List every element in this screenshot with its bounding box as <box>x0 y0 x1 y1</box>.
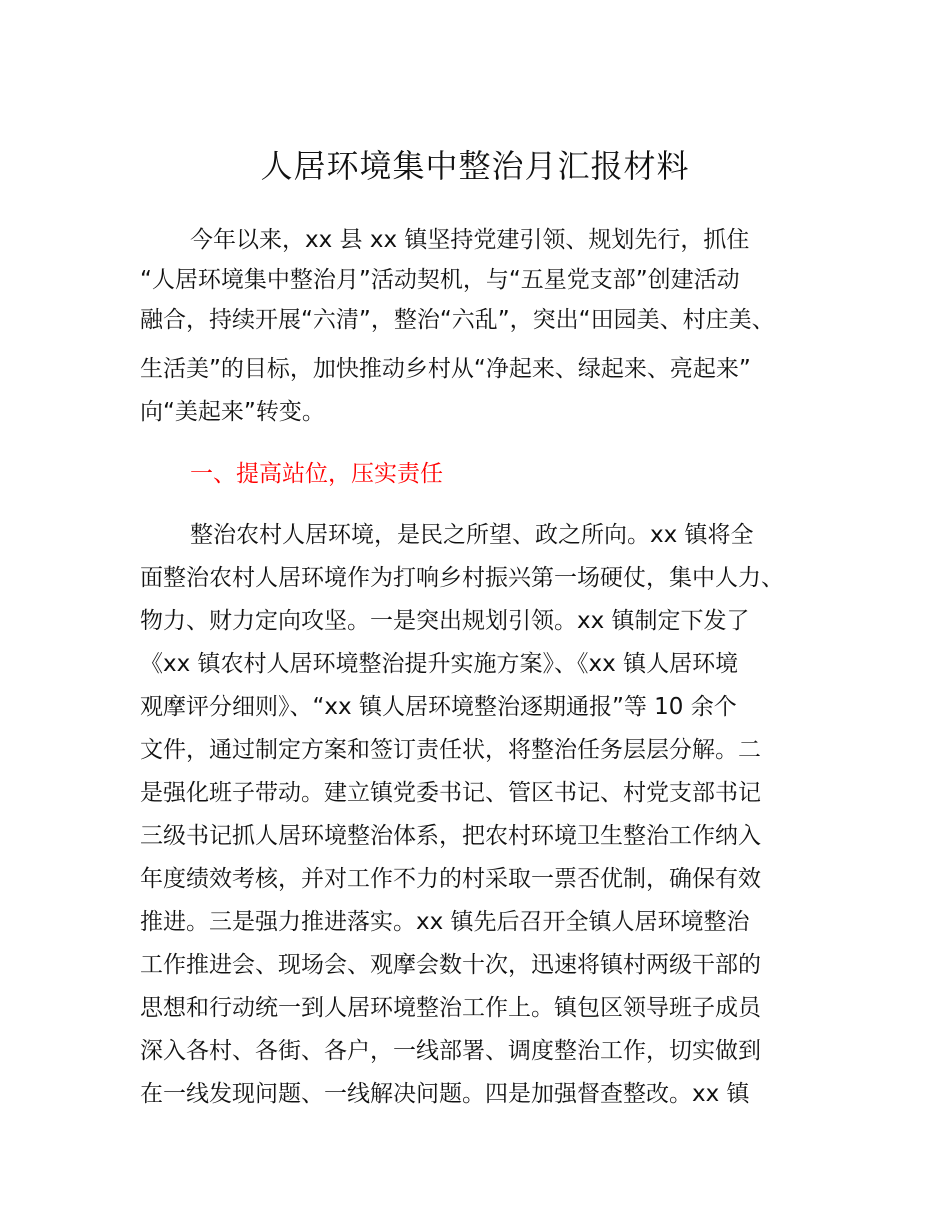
body-line: 整治农村人居环境，是民之所望、政之所向。xx 镇将全 <box>190 522 754 548</box>
intro-line: 生活美”的目标，加快推动乡村从“净起来、绿起来、亮起来” <box>140 356 751 382</box>
body-line: 推进。三是强力推进落实。xx 镇先后召开全镇人居环境整治 <box>140 909 750 935</box>
body-line: 三级书记抓人居环境整治体系，把农村环境卫生整治工作纳入 <box>140 823 761 849</box>
body-line: 在一线发现问题、一线解决问题。四是加强督查整改。xx 镇 <box>140 1081 750 1107</box>
body-line: 深入各村、各街、各户，一线部署、调度整治工作，切实做到 <box>140 1038 761 1064</box>
body-line: 观摩评分细则》、“xx 镇人居环境整治逐期通报”等 10 余个 <box>140 694 737 720</box>
intro-line: 融合，持续开展“六清”，整治“六乱”，突出“田园美、村庄美、 <box>140 307 775 333</box>
intro-line: 今年以来，xx 县 xx 镇坚持党建引领、规划先行，抓住 <box>190 227 750 253</box>
body-line: 是强化班子带动。建立镇党委书记、管区书记、村党支部书记 <box>140 780 761 806</box>
document-title: 人居环境集中整治月汇报材料 <box>260 147 690 185</box>
intro-line: 向“美起来”转变。 <box>140 399 325 425</box>
body-line: 面整治农村人居环境作为打响乡村振兴第一场硬仗，集中人力、 <box>140 565 784 591</box>
section-heading: 一、提高站位，压实责任 <box>190 461 443 487</box>
body-line: 工作推进会、现场会、观摩会数十次，迅速将镇村两级干部的 <box>140 952 761 978</box>
body-line: 思想和行动统一到人居环境整治工作上。镇包区领导班子成员 <box>140 995 761 1021</box>
body-line: 《xx 镇农村人居环境整治提升实施方案》、《xx 镇人居环境 <box>140 651 739 677</box>
body-line: 年度绩效考核，并对工作不力的村采取一票否优制，确保有效 <box>140 866 761 892</box>
body-line: 文件，通过制定方案和签订责任状，将整治任务层层分解。二 <box>140 737 761 763</box>
intro-line: “人居环境集中整治月”活动契机，与“五星党支部”创建活动 <box>140 267 740 293</box>
body-line: 物力、财力定向攻坚。一是突出规划引领。xx 镇制定下发了 <box>140 608 750 634</box>
